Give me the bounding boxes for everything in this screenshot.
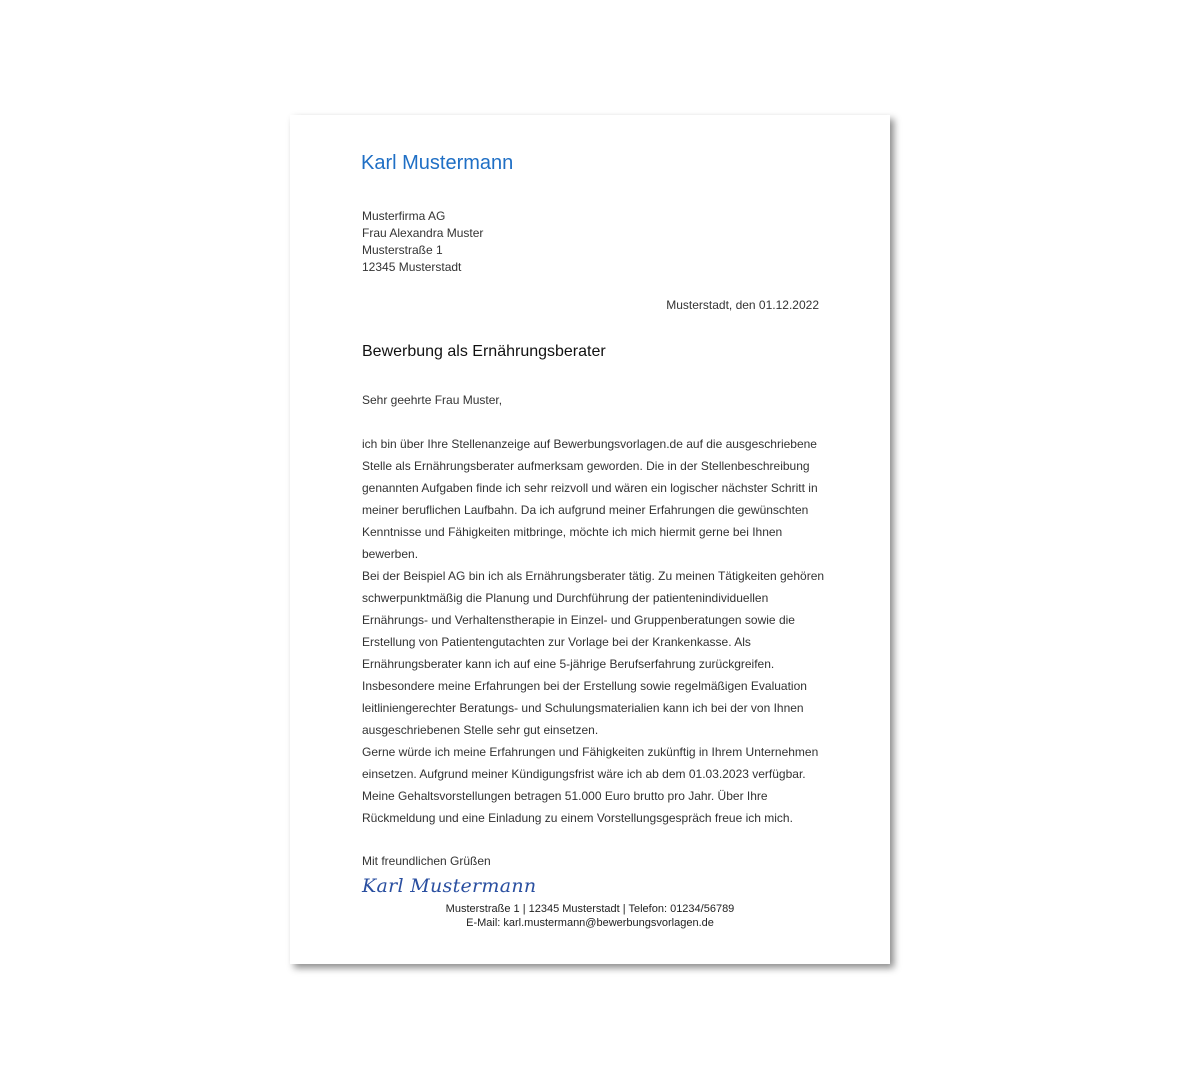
body-line: ausgeschriebenen Stelle sehr gut einsetzen. [362,723,599,737]
body-line: Ernährungsberater kann ich auf eine 5-jährige Berufserfahrung zurückgreifen. [362,657,775,671]
date-line: Musterstadt, den 01.12.2022 [666,298,819,312]
body-line: Meine Gehaltsvorstellungen betragen 51.000 Euro brutto pro Jahr. Über Ihre [362,789,768,803]
body-line: Ernährungs- und Verhaltenstherapie in Einzel- und Gruppenberatungen sowie die [362,613,795,627]
body-line: Bei der Beispiel AG bin ich als Ernährungsberater tätig. Zu meinen Tätigkeiten gehören [362,569,825,583]
recipient-street: Musterstraße 1 [362,243,443,257]
body-line: Rückmeldung und eine Einladung zu einem Vorstellungsgespräch freue ich mich. [362,811,793,825]
recipient-city: 12345 Musterstadt [362,260,462,274]
recipient-company: Musterfirma AG [362,209,446,223]
letter-page [290,115,890,964]
body-line: Gerne würde ich meine Erfahrungen und Fähigkeiten zukünftig in Ihrem Unternehmen [362,745,819,759]
salutation: Sehr geehrte Frau Muster, [362,393,503,407]
body-line: leitliniengerechter Beratungs- und Schulungsmaterialien kann ich bei der von Ihnen [362,701,804,715]
body-line: Erstellung von Patientengutachten zur Vorlage bei der Krankenkasse. Als [362,635,751,649]
body-line: Kenntnisse und Fähigkeiten mitbringe, möchte ich mich hiermit gerne bei Ihnen [362,525,783,539]
body-line: meiner beruflichen Laufbahn. Da ich aufgrund meiner Erfahrungen die gewünschten [362,503,809,517]
letter-body [362,433,824,829]
body-line: Stelle als Ernährungsberater aufmerksam geworden. Die in der Stellenbeschreibung [362,459,810,473]
footer-email: E-Mail: karl.mustermann@bewerbungsvorlagen.de [466,917,714,929]
body-line: bewerben. [362,547,419,561]
body-line: schwerpunktmäßig die Planung und Durchführung der patientenindividuellen [362,591,769,605]
sender-name: Karl Mustermann [361,152,514,174]
recipient-person: Frau Alexandra Muster [362,226,484,240]
recipient-address [362,208,483,276]
body-line: ich bin über Ihre Stellenanzeige auf Bewerbungsvorlagen.de auf die ausgeschriebene [362,437,817,451]
subject-line: Bewerbung als Ernährungsberater [362,343,606,360]
body-line: Insbesondere meine Erfahrungen bei der Erstellung sowie regelmäßigen Evaluation [362,679,807,693]
body-line: genannten Aufgaben finde ich sehr reizvoll und wären ein logischer nächster Schritt in [362,481,818,495]
footer [290,902,890,930]
footer-address: Musterstraße 1 | 12345 Musterstadt | Telefon: 01234/56789 [445,903,735,915]
closing: Mit freundlichen Grüßen [362,854,491,868]
signature: Karl Mustermann [362,875,537,897]
body-line: einsetzen. Aufgrund meiner Kündigungsfrist wäre ich ab dem 01.03.2023 verfügbar. [362,767,806,781]
